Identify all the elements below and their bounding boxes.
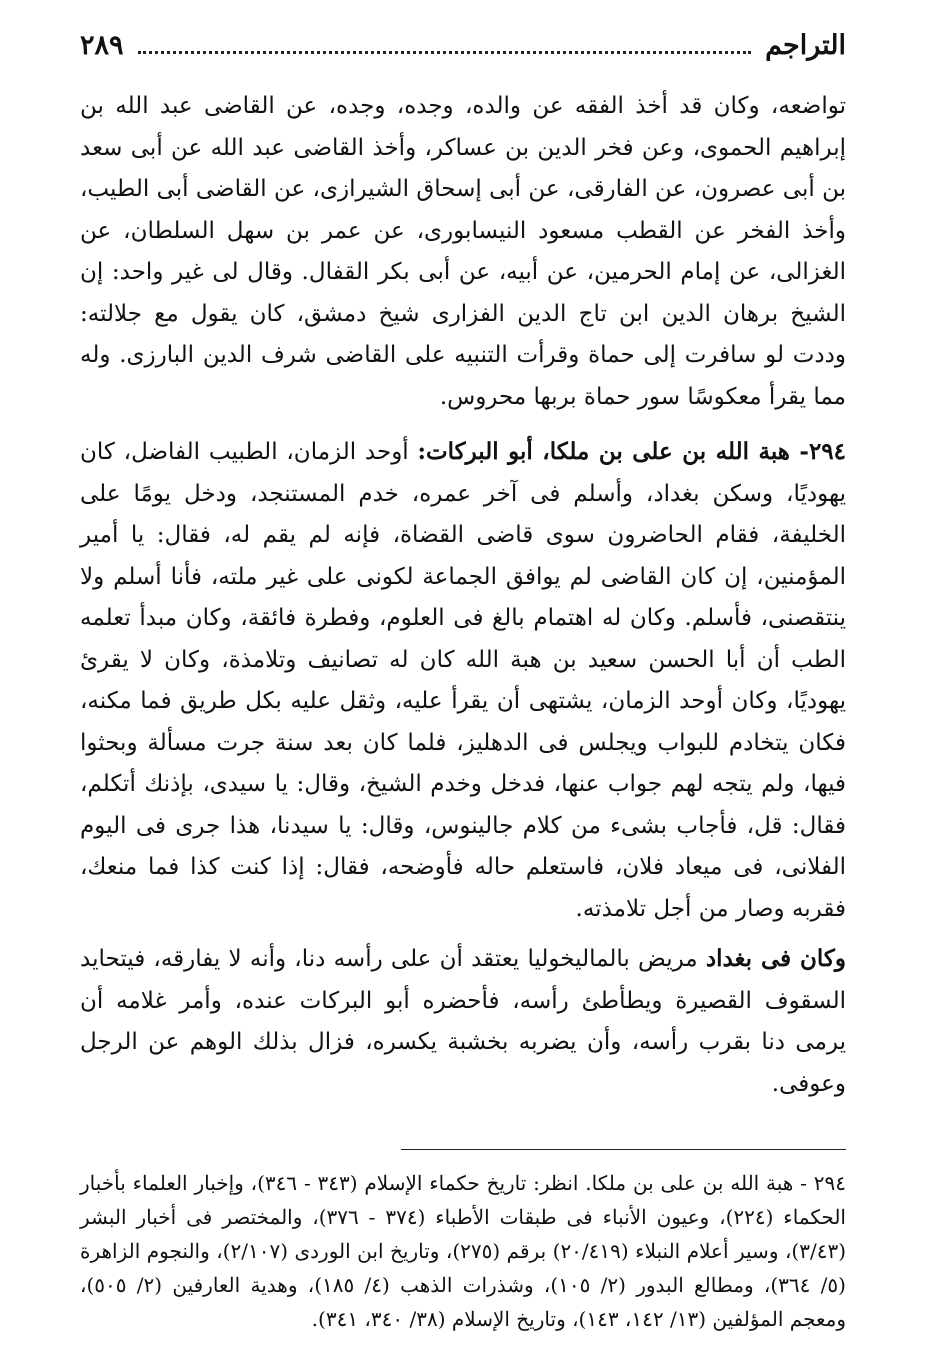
page-number: ٢٨٩	[80, 30, 124, 61]
dot-leader	[138, 33, 752, 54]
footnote-text: ٢٩٤ - هبة الله بن على بن ملكا. انظر: تاريخ حكماء الإسلام (٣٤٣ - ٣٤٦)، وإخبار العلماء بأخبار الحكماء (٢٢٤)، وعيون الأنباء فى طبقات الأطباء (٣٧٤ - ٣٧٦)، والمختصر فى أخبار البشر (٣/٤٣)، وسير أعلام النبلاء (٢٠/٤١٩) برقم (٢٧٥)، وتاريخ ابن الوردى (٢/١٠٧)، والنجوم الزاهرة (٥/ ٣٦٤)، ومطالع البدور (٢/ ١٠٥)، وشذرات الذهب (٤/ ١٨٥)، وهدية العارفين (٢/ ٥٠٥)، ومعجم المؤلفين (١٣/ ١٤٢، ١٤٣)، وتاريخ الإسلام (٣٨/ ٣٤٠، ٣٤١).	[80, 1171, 846, 1331]
anecdote-paragraph	[80, 938, 846, 1105]
book-page	[80, 30, 846, 1336]
entry-text: أوحد الزمان، الطبيب الفاضل، كان يهوديًا، وسكن بغداد، وأسلم فى آخر عمره، خدم المستنجد، ودخل يومًا على الخليفة، فقام الحاضرون سوى قاضى القضاة، فإنه لم يقم له، فقال: يا أمير المؤمنين، إن كان القاضى لم يوافق الجماعة لكونى على غير ملته، فأنا أسلم ولا ينتقصنى، فأسلم. وكان له اهتمام بالغ فى العلوم، وفطرة فائقة، وكان مبدأ تعلمه الطب أن أبا الحسن سعيد بن هبة الله كان له تصانيف وتلامذة، وكان لا يقرئ يهوديًا، وكان أوحد الزمان، يشتهى أن يقرأ عليه، وثقل عليه بكل طريق فما مكنه، فكان يتخادم للبواب ويجلس فى الدهليز، فلما كان بعد سنة جرت مسألة وبحثوا فيها، ولم يتجه لهم جواب عنها، فدخل وخدم الشيخ، وقال: يا سيدى، بإذنك أتكلم، فقال: قل، فأجاب بشىء من كلام جالينوس، وقال: يا سيدنا، هذا جرى فى اليوم الفلانى، فى ميعاد فلان، فاستعلم حاله فأوضحه، فقال: إذا كنت كذا فما منعك، فقربه وصار من أجل تلامذته.	[80, 439, 846, 922]
anecdote-text: مريض بالماليخوليا يعتقد أن على رأسه دنا، وأنه لا يفارقه، فيتحايد السقوف القصيرة ويطأطئ رأسه، فأحضره أبو البركات عنده، وأمر غلامه أن يرمى دنا بقرب رأسه، وأن يضربه بخشبة يكسره، فزال بذلك الوهم عن الرجل وعوفى.	[80, 946, 846, 1097]
biography-entry-294	[80, 431, 846, 930]
entry-heading: ٢٩٤- هبة الله بن على بن ملكا، أبو البركات:	[417, 438, 846, 465]
footnote-separator	[401, 1149, 846, 1150]
anecdote-lead: وكان فى بغداد	[705, 945, 846, 972]
header-title: التراجم	[765, 30, 846, 61]
continuation-paragraph: تواضعه، وكان قد أخذ الفقه عن والده، وجده، وجده، عن القاضى عبد الله بن إبراهيم الحموى، وعن فخر الدين بن عساكر، وأخذ القاضى عبد الله عن أبى سعد بن أبى عصرون، عن الفارقى، عن أبى إسحاق الشيرازى، عن القاضى أبى الطيب، وأخذ الفخر عن القطب مسعود النيسابورى، عن عمر بن سهل السلطان، عن الغزالى، عن إمام الحرمين، عن أبيه، عن أبى بكر القفال. وقال لى غير واحد: إن الشيخ برهان الدين ابن تاج الدين الفزارى شيخ دمشق، كان يقول مع جلالته: وددت لو سافرت إلى حماة وقرأت التنبيه على القاضى شرف الدين البارزى. وله مما يقرأ معكوسًا سور حماة بربها محروس.	[80, 93, 846, 410]
footnote	[80, 1166, 846, 1336]
body-text	[80, 86, 846, 1105]
running-header	[80, 30, 846, 86]
